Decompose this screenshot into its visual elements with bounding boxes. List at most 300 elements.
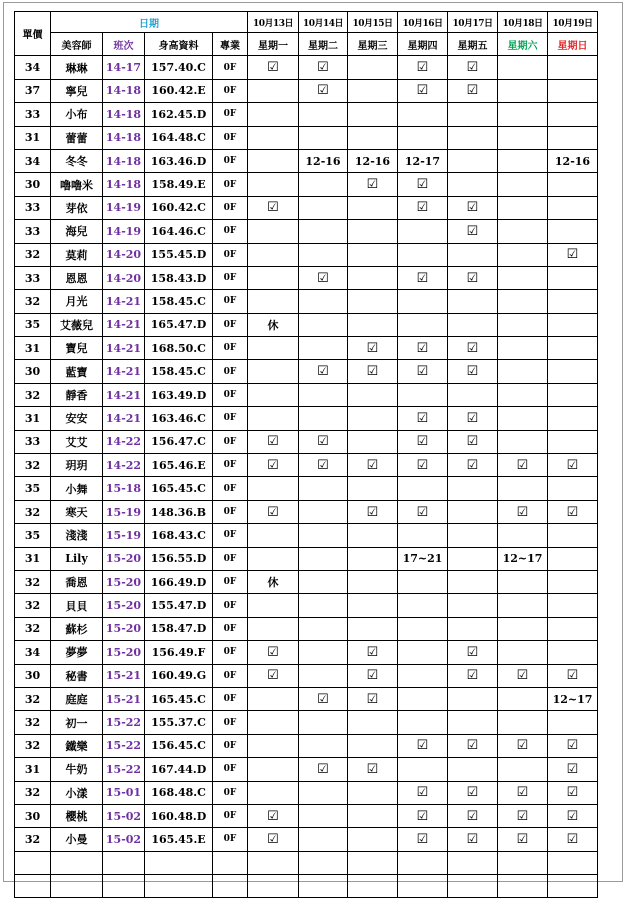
- table-row: [15, 126, 598, 149]
- day-cell-thu: [398, 804, 448, 827]
- checkbox-checked-icon: ☑: [267, 457, 279, 473]
- day-cell-thu: [398, 570, 448, 593]
- table-row: [15, 56, 598, 79]
- day-cell-sun: [548, 524, 598, 547]
- beautician-name-cell: 秘書: [51, 664, 103, 687]
- table-row: [15, 711, 598, 734]
- day-cell-thu: [398, 407, 448, 430]
- day-cell-wed: [348, 617, 398, 640]
- day-cell-tue: [299, 103, 348, 126]
- weekday-header-sat: 星期六: [498, 33, 548, 56]
- day-cell-mon: [248, 828, 299, 851]
- checkbox-checked-icon: ☑: [416, 808, 429, 824]
- checkbox-checked-icon: ☑: [466, 434, 479, 450]
- day-cell-tue: [299, 828, 348, 851]
- checkbox-checked-icon: ☑: [416, 738, 429, 754]
- shift-cell: 14-18: [103, 79, 145, 102]
- table-row: [15, 149, 598, 172]
- day-cell-tue: [299, 430, 348, 453]
- shift-cell: 14-17: [103, 56, 145, 79]
- day-cell-sat: [498, 570, 548, 593]
- day-cell-thu: [398, 196, 448, 219]
- table-row: [15, 220, 598, 243]
- pro-cell: 0F: [213, 594, 248, 617]
- table-row: [15, 617, 598, 640]
- checkbox-checked-icon: ☑: [416, 340, 429, 356]
- day-cell-sat: [498, 360, 548, 383]
- day-cell-mon: [248, 56, 299, 79]
- day-cell-mon: [248, 687, 299, 710]
- day-cell-sun: [548, 454, 598, 477]
- table-row: [15, 851, 598, 874]
- price-cell: 33: [15, 220, 51, 243]
- day-cell-mon: [248, 804, 299, 827]
- profile-cell: 158.49.E: [145, 173, 213, 196]
- day-cell-tue: [299, 266, 348, 289]
- day-cell-sat: [498, 875, 548, 898]
- shift-cell: [103, 851, 145, 874]
- checkbox-checked-icon: ☑: [566, 738, 579, 754]
- day-cell-sat: [498, 56, 548, 79]
- day-cell-sun: [548, 781, 598, 804]
- day-cell-fri: [448, 734, 498, 757]
- day-cell-sun: [548, 734, 598, 757]
- day-cell-wed: [348, 711, 398, 734]
- day-cell-sun: [548, 617, 598, 640]
- day-cell-wed: [348, 664, 398, 687]
- beautician-name-cell: 寧兒: [51, 79, 103, 102]
- table-row: [15, 383, 598, 406]
- table-row: [15, 500, 598, 523]
- day-cell-mon: [248, 383, 299, 406]
- day-cell-wed: [348, 828, 398, 851]
- checkbox-checked-icon: ☑: [516, 504, 529, 520]
- table-row: [15, 243, 598, 266]
- day-cell-sat: [498, 711, 548, 734]
- date-header-thu: 10月16日: [398, 12, 448, 33]
- beautician-name-cell: 喬恩: [51, 570, 103, 593]
- day-cell-sun: [548, 664, 598, 687]
- day-cell-sat: [498, 313, 548, 336]
- day-cell-thu: [398, 851, 448, 874]
- day-cell-wed: [348, 290, 398, 313]
- checkbox-checked-icon: ☑: [466, 668, 479, 684]
- day-cell-sat: [498, 149, 548, 172]
- profile-cell: 156.55.D: [145, 547, 213, 570]
- day-cell-wed: [348, 524, 398, 547]
- date-label-header: 日期: [51, 12, 248, 33]
- day-cell-thu: [398, 430, 448, 453]
- day-cell-sun: [548, 804, 598, 827]
- price-cell: 30: [15, 804, 51, 827]
- checkbox-checked-icon: ☑: [516, 831, 529, 847]
- day-cell-sun: [548, 547, 598, 570]
- day-cell-sat: [498, 430, 548, 453]
- day-cell-sun: [548, 711, 598, 734]
- day-cell-thu: [398, 734, 448, 757]
- shift-cell: 15-01: [103, 781, 145, 804]
- day-cell-sun: [548, 828, 598, 851]
- pro-cell: 0F: [213, 79, 248, 102]
- day-cell-sat: [498, 687, 548, 710]
- day-cell-mon: [248, 266, 299, 289]
- day-cell-wed: 12-16: [348, 149, 398, 172]
- checkbox-checked-icon: ☑: [466, 270, 479, 286]
- pro-cell: 0F: [213, 56, 248, 79]
- day-cell-fri: [448, 173, 498, 196]
- profile-cell: 160.42.C: [145, 196, 213, 219]
- beautician-name-cell: 蕾蕾: [51, 126, 103, 149]
- day-cell-sun: 12~17: [548, 687, 598, 710]
- day-cell-fri: [448, 875, 498, 898]
- day-cell-thu: [398, 454, 448, 477]
- shift-cell: 15-20: [103, 547, 145, 570]
- weekday-header-wed: 星期三: [348, 33, 398, 56]
- day-cell-wed: [348, 687, 398, 710]
- pro-cell: 0F: [213, 360, 248, 383]
- day-cell-wed: [348, 383, 398, 406]
- shift-cell: 14-20: [103, 243, 145, 266]
- beautician-name-cell: 芽依: [51, 196, 103, 219]
- beautician-name-cell: 牛奶: [51, 758, 103, 781]
- shift-cell: 15-02: [103, 804, 145, 827]
- day-cell-tue: [299, 524, 348, 547]
- table-row: [15, 781, 598, 804]
- day-cell-mon: [248, 220, 299, 243]
- day-cell-thu: [398, 220, 448, 243]
- shift-cell: 15-19: [103, 500, 145, 523]
- pro-cell: 0F: [213, 524, 248, 547]
- checkbox-checked-icon: ☑: [566, 785, 579, 801]
- day-cell-fri: [448, 290, 498, 313]
- profile-cell: 163.46.C: [145, 407, 213, 430]
- day-cell-thu: [398, 641, 448, 664]
- day-cell-wed: [348, 126, 398, 149]
- profile-cell: 148.36.B: [145, 500, 213, 523]
- day-cell-tue: [299, 570, 348, 593]
- checkbox-checked-icon: ☑: [516, 808, 529, 824]
- checkbox-checked-icon: ☑: [317, 60, 329, 76]
- checkbox-checked-icon: ☑: [267, 200, 279, 216]
- price-cell: [15, 875, 51, 898]
- day-cell-wed: [348, 570, 398, 593]
- beautician-name-cell: 鐵樂: [51, 734, 103, 757]
- day-cell-mon: [248, 711, 299, 734]
- day-cell-tue: [299, 687, 348, 710]
- price-cell: 31: [15, 126, 51, 149]
- beautician-name-cell: 蘇杉: [51, 617, 103, 640]
- pro-cell: 0F: [213, 313, 248, 336]
- day-cell-tue: [299, 477, 348, 500]
- beautician-header: 美容師: [51, 33, 103, 56]
- day-cell-sat: [498, 828, 548, 851]
- day-cell-wed: [348, 594, 398, 617]
- price-cell: 32: [15, 570, 51, 593]
- day-cell-fri: [448, 243, 498, 266]
- profile-cell: 168.43.C: [145, 524, 213, 547]
- day-cell-sat: [498, 266, 548, 289]
- day-cell-sun: [548, 79, 598, 102]
- day-cell-thu: [398, 477, 448, 500]
- profile-cell: 163.49.D: [145, 383, 213, 406]
- checkbox-checked-icon: ☑: [466, 831, 479, 847]
- day-cell-sun: [548, 430, 598, 453]
- day-cell-fri: [448, 547, 498, 570]
- day-cell-fri: [448, 851, 498, 874]
- table-row: [15, 664, 598, 687]
- shift-cell: 15-22: [103, 734, 145, 757]
- beautician-name-cell: 小曼: [51, 828, 103, 851]
- day-cell-mon: [248, 103, 299, 126]
- shift-cell: 14-19: [103, 196, 145, 219]
- shift-cell: 15-21: [103, 664, 145, 687]
- day-cell-mon: [248, 594, 299, 617]
- pro-cell: 0F: [213, 547, 248, 570]
- day-cell-mon: [248, 758, 299, 781]
- beautician-name-cell: 恩恩: [51, 266, 103, 289]
- checkbox-checked-icon: ☑: [317, 434, 329, 450]
- shift-cell: 14-21: [103, 360, 145, 383]
- day-cell-fri: [448, 126, 498, 149]
- day-cell-wed: [348, 407, 398, 430]
- checkbox-checked-icon: ☑: [366, 644, 379, 660]
- price-cell: 32: [15, 290, 51, 313]
- profile-cell: 157.40.C: [145, 56, 213, 79]
- shift-cell: 14-21: [103, 337, 145, 360]
- day-cell-wed: [348, 781, 398, 804]
- day-cell-thu: [398, 173, 448, 196]
- pro-cell: 0F: [213, 290, 248, 313]
- day-cell-thu: [398, 337, 448, 360]
- day-cell-wed: [348, 103, 398, 126]
- day-cell-fri: [448, 220, 498, 243]
- shift-cell: [103, 875, 145, 898]
- day-cell-thu: [398, 313, 448, 336]
- table-row: [15, 734, 598, 757]
- pro-cell: 0F: [213, 103, 248, 126]
- checkbox-checked-icon: ☑: [317, 364, 329, 380]
- checkbox-checked-icon: ☑: [366, 340, 379, 356]
- day-cell-thu: [398, 664, 448, 687]
- price-cell: 32: [15, 828, 51, 851]
- day-cell-wed: [348, 220, 398, 243]
- checkbox-checked-icon: ☑: [366, 177, 379, 193]
- day-cell-thu: [398, 524, 448, 547]
- checkbox-checked-icon: ☑: [317, 761, 329, 777]
- day-cell-tue: [299, 734, 348, 757]
- day-cell-fri: [448, 500, 498, 523]
- price-cell: 32: [15, 617, 51, 640]
- day-cell-fri: [448, 383, 498, 406]
- day-cell-sun: [548, 500, 598, 523]
- day-cell-wed: [348, 79, 398, 102]
- beautician-name-cell: 藍寶: [51, 360, 103, 383]
- pro-cell: 0F: [213, 196, 248, 219]
- day-cell-fri: [448, 103, 498, 126]
- day-cell-sat: [498, 781, 548, 804]
- day-cell-tue: [299, 196, 348, 219]
- day-cell-sun: [548, 477, 598, 500]
- day-cell-tue: [299, 711, 348, 734]
- checkbox-checked-icon: ☑: [267, 434, 279, 450]
- price-cell: 33: [15, 430, 51, 453]
- price-cell: 35: [15, 313, 51, 336]
- shift-cell: 14-21: [103, 313, 145, 336]
- checkbox-checked-icon: ☑: [416, 270, 429, 286]
- day-cell-wed: [348, 875, 398, 898]
- profile-cell: 164.48.C: [145, 126, 213, 149]
- profile-cell: 156.47.C: [145, 430, 213, 453]
- profile-cell: 165.46.E: [145, 454, 213, 477]
- day-cell-sat: 12~17: [498, 547, 548, 570]
- checkbox-checked-icon: ☑: [416, 434, 429, 450]
- profile-cell: 166.49.D: [145, 570, 213, 593]
- day-cell-fri: [448, 664, 498, 687]
- beautician-name-cell: 嚕嚕米: [51, 173, 103, 196]
- profile-cell: 168.48.C: [145, 781, 213, 804]
- day-cell-sun: [548, 383, 598, 406]
- day-cell-fri: [448, 594, 498, 617]
- day-cell-thu: [398, 266, 448, 289]
- shift-cell: 14-20: [103, 266, 145, 289]
- weekday-header-mon: 星期一: [248, 33, 299, 56]
- shift-cell: 14-18: [103, 103, 145, 126]
- checkbox-checked-icon: ☑: [466, 644, 479, 660]
- beautician-name-cell: Lily: [51, 547, 103, 570]
- day-cell-fri: [448, 781, 498, 804]
- beautician-name-cell: [51, 875, 103, 898]
- checkbox-checked-icon: ☑: [466, 223, 479, 239]
- table-row: [15, 360, 598, 383]
- beautician-name-cell: 初一: [51, 711, 103, 734]
- day-cell-tue: [299, 758, 348, 781]
- day-cell-mon: [248, 430, 299, 453]
- day-cell-thu: [398, 687, 448, 710]
- day-cell-mon: [248, 454, 299, 477]
- beautician-name-cell: 小布: [51, 103, 103, 126]
- pro-cell: 0F: [213, 337, 248, 360]
- table-row: [15, 407, 598, 430]
- table-row: [15, 570, 598, 593]
- beautician-name-cell: 櫻桃: [51, 804, 103, 827]
- day-cell-thu: [398, 711, 448, 734]
- day-cell-thu: [398, 758, 448, 781]
- shift-cell: 15-20: [103, 570, 145, 593]
- beautician-name-cell: 月光: [51, 290, 103, 313]
- weekday-header-sun: 星期日: [548, 33, 598, 56]
- checkbox-checked-icon: ☑: [366, 364, 379, 380]
- day-cell-sun: [548, 851, 598, 874]
- date-header-sat: 10月18日: [498, 12, 548, 33]
- day-cell-thu: 17~21: [398, 547, 448, 570]
- date-header-tue: 10月14日: [299, 12, 348, 33]
- beautician-name-cell: 冬冬: [51, 149, 103, 172]
- day-cell-mon: [248, 79, 299, 102]
- day-cell-sat: [498, 79, 548, 102]
- price-cell: 32: [15, 500, 51, 523]
- pro-cell: 0F: [213, 243, 248, 266]
- day-cell-sat: [498, 290, 548, 313]
- day-cell-tue: [299, 290, 348, 313]
- beautician-name-cell: 夢夢: [51, 641, 103, 664]
- day-cell-fri: [448, 828, 498, 851]
- beautician-name-cell: 艾艾: [51, 430, 103, 453]
- profile-cell: 156.45.C: [145, 734, 213, 757]
- day-cell-sun: [548, 594, 598, 617]
- day-cell-sun: [548, 103, 598, 126]
- checkbox-checked-icon: ☑: [416, 831, 429, 847]
- day-cell-tue: [299, 407, 348, 430]
- day-cell-thu: [398, 500, 448, 523]
- day-cell-fri: [448, 570, 498, 593]
- pro-cell: [213, 875, 248, 898]
- day-cell-sun: [548, 196, 598, 219]
- day-cell-sat: [498, 500, 548, 523]
- pro-cell: 0F: [213, 407, 248, 430]
- day-cell-fri: [448, 711, 498, 734]
- weekday-header-tue: 星期二: [299, 33, 348, 56]
- table-row: [15, 196, 598, 219]
- table-row: [15, 758, 598, 781]
- price-cell: 32: [15, 781, 51, 804]
- day-cell-tue: [299, 337, 348, 360]
- day-cell-thu: [398, 383, 448, 406]
- checkbox-checked-icon: ☑: [317, 270, 329, 286]
- pro-header: 專業: [213, 33, 248, 56]
- day-cell-sat: [498, 594, 548, 617]
- price-cell: 32: [15, 383, 51, 406]
- day-cell-sat: [498, 126, 548, 149]
- day-cell-mon: [248, 290, 299, 313]
- day-cell-mon: [248, 360, 299, 383]
- pro-cell: 0F: [213, 828, 248, 851]
- profile-cell: 158.45.C: [145, 290, 213, 313]
- shift-cell: 14-22: [103, 430, 145, 453]
- checkbox-checked-icon: ☑: [416, 200, 429, 216]
- checkbox-checked-icon: ☑: [466, 60, 479, 76]
- day-cell-mon: [248, 196, 299, 219]
- shift-cell: 14-22: [103, 454, 145, 477]
- checkbox-checked-icon: ☑: [566, 504, 579, 520]
- checkbox-checked-icon: ☑: [366, 668, 379, 684]
- checkbox-checked-icon: ☑: [416, 410, 429, 426]
- price-cell: 33: [15, 266, 51, 289]
- checkbox-checked-icon: ☑: [317, 691, 329, 707]
- profile-cell: 165.45.C: [145, 477, 213, 500]
- day-cell-mon: [248, 337, 299, 360]
- pro-cell: 0F: [213, 383, 248, 406]
- day-cell-sat: [498, 103, 548, 126]
- day-cell-sun: [548, 173, 598, 196]
- day-cell-tue: [299, 220, 348, 243]
- day-cell-sun: [548, 313, 598, 336]
- day-cell-tue: [299, 126, 348, 149]
- day-cell-tue: [299, 454, 348, 477]
- checkbox-checked-icon: ☑: [466, 738, 479, 754]
- day-cell-mon: [248, 734, 299, 757]
- price-cell: 32: [15, 454, 51, 477]
- day-cell-sat: [498, 383, 548, 406]
- checkbox-checked-icon: ☑: [267, 60, 279, 76]
- checkbox-checked-icon: ☑: [366, 504, 379, 520]
- table-row: [15, 313, 598, 336]
- checkbox-checked-icon: ☑: [267, 644, 279, 660]
- shift-cell: 15-20: [103, 641, 145, 664]
- table-row: [15, 828, 598, 851]
- beautician-name-cell: 琳琳: [51, 56, 103, 79]
- price-cell: 35: [15, 477, 51, 500]
- checkbox-checked-icon: ☑: [416, 457, 429, 473]
